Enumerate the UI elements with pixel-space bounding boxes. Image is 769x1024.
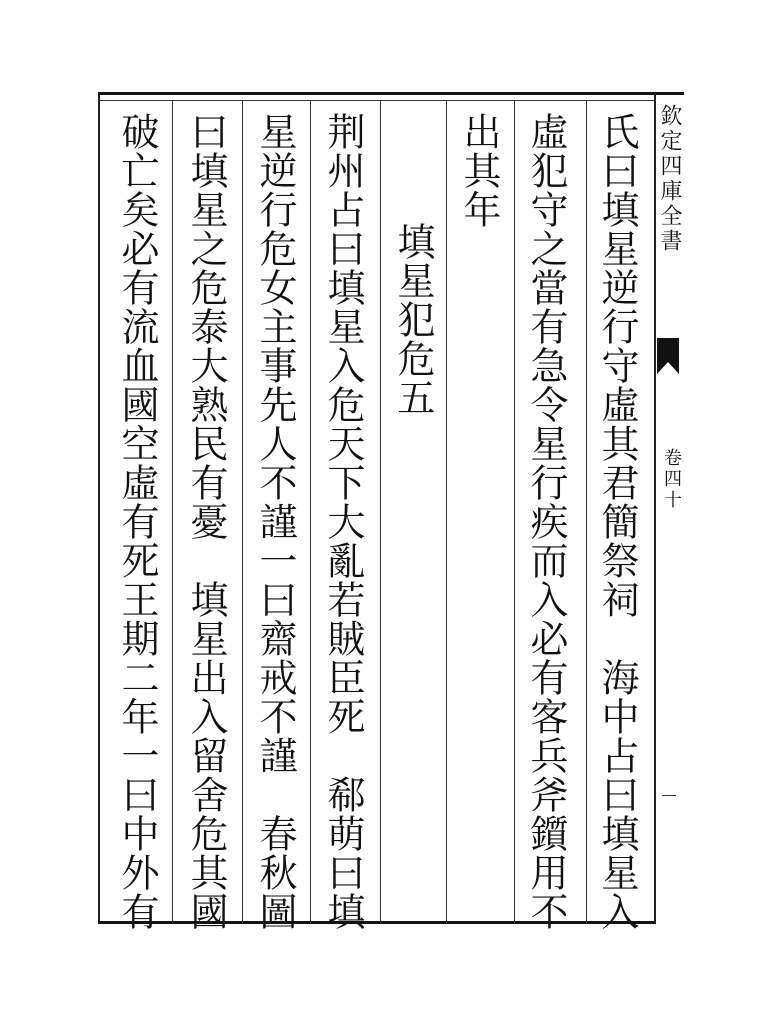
text-column-7: 曰填星之危泰大熟民有憂 填星出入留舍危其國 bbox=[184, 112, 228, 931]
text-column-5: 荆州占曰填星入危天下大亂若賊臣死 郗萌曰填 bbox=[321, 112, 365, 931]
column-rule bbox=[380, 100, 381, 924]
fishtail-mark-icon bbox=[657, 338, 679, 374]
text-column-8: 破亡矣必有流血國空虛有死王期二年一曰中外有 bbox=[115, 112, 159, 931]
column-rule bbox=[514, 100, 515, 924]
column-rule bbox=[310, 100, 311, 924]
column-rule bbox=[586, 100, 587, 924]
text-column-6: 星逆行危女主事先人不謹一曰齋戒不謹 春秋圖 bbox=[253, 112, 297, 931]
column-rule bbox=[172, 100, 173, 924]
volume-label: 卷四十 bbox=[661, 448, 682, 511]
margin-tick bbox=[662, 795, 676, 796]
section-heading: 填星犯危五 bbox=[391, 222, 435, 417]
book-title: 欽定四庫全書 bbox=[657, 104, 682, 254]
text-column-3: 出其年 bbox=[457, 112, 501, 229]
frame-inner-rule bbox=[98, 100, 654, 101]
text-column-1: 氏曰填星逆行守虛其君簡祭祠 海中占曰填星入 bbox=[595, 112, 639, 931]
text-column-2: 虛犯守之當有急令星行疾而入必有客兵斧鑕用不 bbox=[524, 112, 568, 931]
column-rule bbox=[446, 100, 447, 924]
page-frame bbox=[98, 92, 654, 931]
column-rule bbox=[242, 100, 243, 924]
